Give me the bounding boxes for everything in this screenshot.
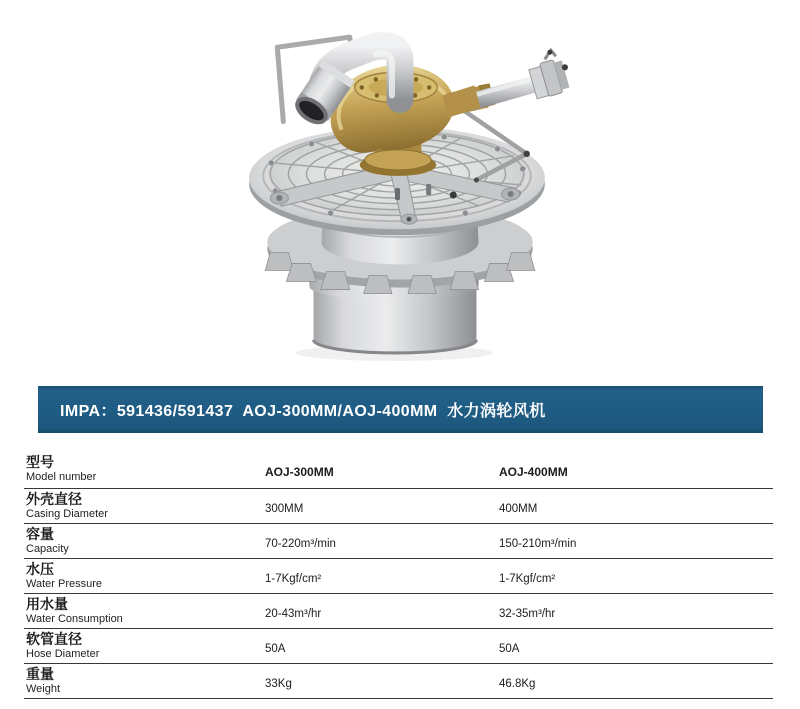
hose-coupling-right bbox=[528, 57, 570, 99]
spec-row-water-pressure bbox=[24, 559, 773, 594]
spec-value-aoj300: 33Kg bbox=[265, 678, 292, 690]
spec-value-aoj400: 150-210m³/min bbox=[499, 538, 577, 550]
water-turbine-fan-illustration bbox=[225, 6, 577, 370]
spec-row-water-consumption bbox=[24, 594, 773, 629]
spec-value-aoj300: 70-220m³/min bbox=[265, 538, 336, 550]
spec-label-cn: 重量 bbox=[26, 666, 54, 682]
spec-label-cn: 型号 bbox=[26, 454, 54, 470]
spec-value-aoj300: AOJ-300MM bbox=[265, 465, 334, 479]
title-banner bbox=[38, 386, 763, 433]
spec-value-aoj300: 20-43m³/hr bbox=[265, 608, 322, 620]
spec-value-aoj400: 32-35m³/hr bbox=[499, 608, 556, 620]
spec-row-casing-diameter bbox=[24, 489, 773, 524]
spec-label-en: Weight bbox=[26, 683, 61, 695]
spec-row-model bbox=[24, 450, 773, 489]
spec-value-aoj400: AOJ-400MM bbox=[499, 465, 568, 479]
spec-value-aoj400: 400MM bbox=[499, 503, 538, 515]
spec-value-aoj400: 46.8Kg bbox=[499, 678, 536, 690]
spec-label-en: Water Pressure bbox=[26, 578, 103, 590]
outlet-pipe-right bbox=[442, 50, 570, 118]
spec-label-en: Capacity bbox=[26, 543, 69, 555]
product-photo bbox=[225, 6, 577, 370]
spec-row-weight bbox=[24, 664, 773, 699]
spec-value-aoj400: 50A bbox=[499, 643, 520, 655]
spec-label-en: Water Consumption bbox=[26, 613, 123, 625]
spec-label-cn: 用水量 bbox=[26, 596, 68, 612]
spec-label-en: Hose Diameter bbox=[26, 648, 100, 660]
banner-title: IMPA：591436/591437 AOJ-300MM/AOJ-400MM 水力涡轮风机 bbox=[60, 403, 546, 420]
spec-value-aoj300: 300MM bbox=[265, 503, 304, 515]
spec-label-cn: 水压 bbox=[26, 561, 54, 577]
spec-row-capacity bbox=[24, 524, 773, 559]
spec-value-aoj300: 50A bbox=[265, 643, 286, 655]
spec-label-cn: 外壳直径 bbox=[26, 491, 82, 507]
spec-label-en: Model number bbox=[26, 471, 97, 483]
spec-row-hose-diameter bbox=[24, 629, 773, 664]
spec-label-en: Casing Diameter bbox=[26, 508, 108, 520]
spec-label-cn: 容量 bbox=[26, 526, 54, 542]
spec-value-aoj400: 1-7Kgf/cm² bbox=[499, 573, 556, 585]
spec-value-aoj300: 1-7Kgf/cm² bbox=[265, 573, 322, 585]
spec-label-cn: 软管直径 bbox=[26, 631, 82, 647]
spec-table bbox=[24, 450, 773, 699]
